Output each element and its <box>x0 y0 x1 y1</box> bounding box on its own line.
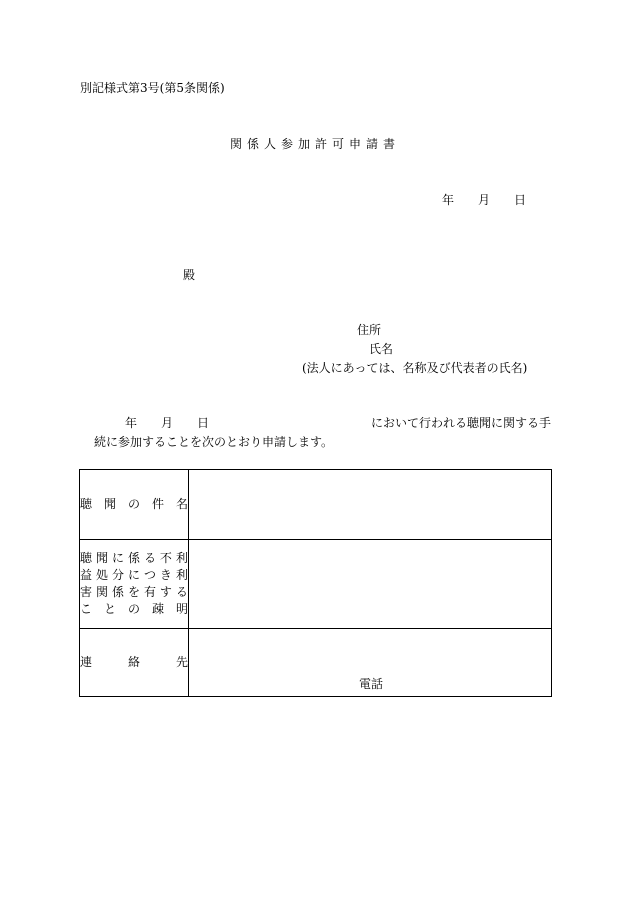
hearing-day-label: 日 <box>197 416 210 430</box>
hearing-year-label: 年 <box>125 416 138 430</box>
hearing-case-name-field[interactable] <box>189 470 552 540</box>
label-char: 益 <box>80 568 93 582</box>
label-char: 疎 <box>151 602 164 616</box>
contact-field[interactable] <box>189 629 552 697</box>
label-char: 係 <box>111 585 124 599</box>
row-label <box>80 540 189 629</box>
label-char: 害 <box>80 585 93 599</box>
label-char: 先 <box>175 655 188 669</box>
label-char: こ <box>80 602 93 616</box>
applicant-note: (法人にあっては、名称及び代表者の氏名) <box>302 361 528 375</box>
form-reference: 別記様式第3号(第5条関係) <box>80 81 225 95</box>
label-char: の <box>127 497 140 511</box>
label-line <box>80 654 188 671</box>
applicant-name-label: 氏名 <box>369 342 394 356</box>
table-row <box>80 540 552 629</box>
label-char: 名 <box>175 497 188 511</box>
document-title: 関係人参加許可申請書 <box>230 137 401 151</box>
application-date <box>442 194 526 206</box>
label-char: つ <box>143 568 156 582</box>
table-row <box>80 629 552 697</box>
label-line <box>80 601 188 618</box>
date-month-label: 月 <box>478 193 491 207</box>
label-line <box>80 567 188 584</box>
label-char: 関 <box>95 585 108 599</box>
label-char: 不 <box>159 551 172 565</box>
phone-label: 電話 <box>359 677 384 691</box>
label-char: の <box>127 602 140 616</box>
label-char: と <box>103 602 116 616</box>
body-line-1-text: において行われる聴聞に関する手 <box>371 416 552 430</box>
row-label <box>80 470 189 540</box>
application-table <box>79 469 552 697</box>
label-line <box>80 584 188 601</box>
applicant-address-label: 住所 <box>357 323 382 337</box>
label-char: る <box>143 551 156 565</box>
interest-explanation-field[interactable] <box>189 540 552 629</box>
label-char: 処 <box>95 568 108 582</box>
label-char: 聴 <box>80 497 93 511</box>
label-char: 分 <box>111 568 124 582</box>
label-line <box>80 550 188 567</box>
label-char: を <box>127 585 140 599</box>
label-char: 明 <box>175 602 188 616</box>
label-char: 利 <box>175 568 188 582</box>
label-char: 有 <box>143 585 156 599</box>
label-char: 聞 <box>103 497 116 511</box>
label-char: る <box>175 585 188 599</box>
label-char: 連 <box>80 655 93 669</box>
date-day-label: 日 <box>514 193 527 207</box>
label-char: に <box>127 568 140 582</box>
label-char: き <box>159 568 172 582</box>
body-line-1 <box>80 417 550 431</box>
label-char: 聴 <box>80 551 93 565</box>
label-char: す <box>159 585 172 599</box>
row-label <box>80 629 189 697</box>
addressee-suffix: 殿 <box>183 268 196 282</box>
label-char: に <box>111 551 124 565</box>
body-line-2: 続に参加することを次のとおり申請します。 <box>94 435 334 449</box>
table-row <box>80 470 552 540</box>
hearing-month-label: 月 <box>161 416 174 430</box>
label-char: 係 <box>127 551 140 565</box>
label-char: 利 <box>175 551 188 565</box>
label-char: 絡 <box>127 655 140 669</box>
label-char: 件 <box>151 497 164 511</box>
date-year-label: 年 <box>442 193 455 207</box>
label-line <box>80 496 188 513</box>
label-char: 聞 <box>95 551 108 565</box>
